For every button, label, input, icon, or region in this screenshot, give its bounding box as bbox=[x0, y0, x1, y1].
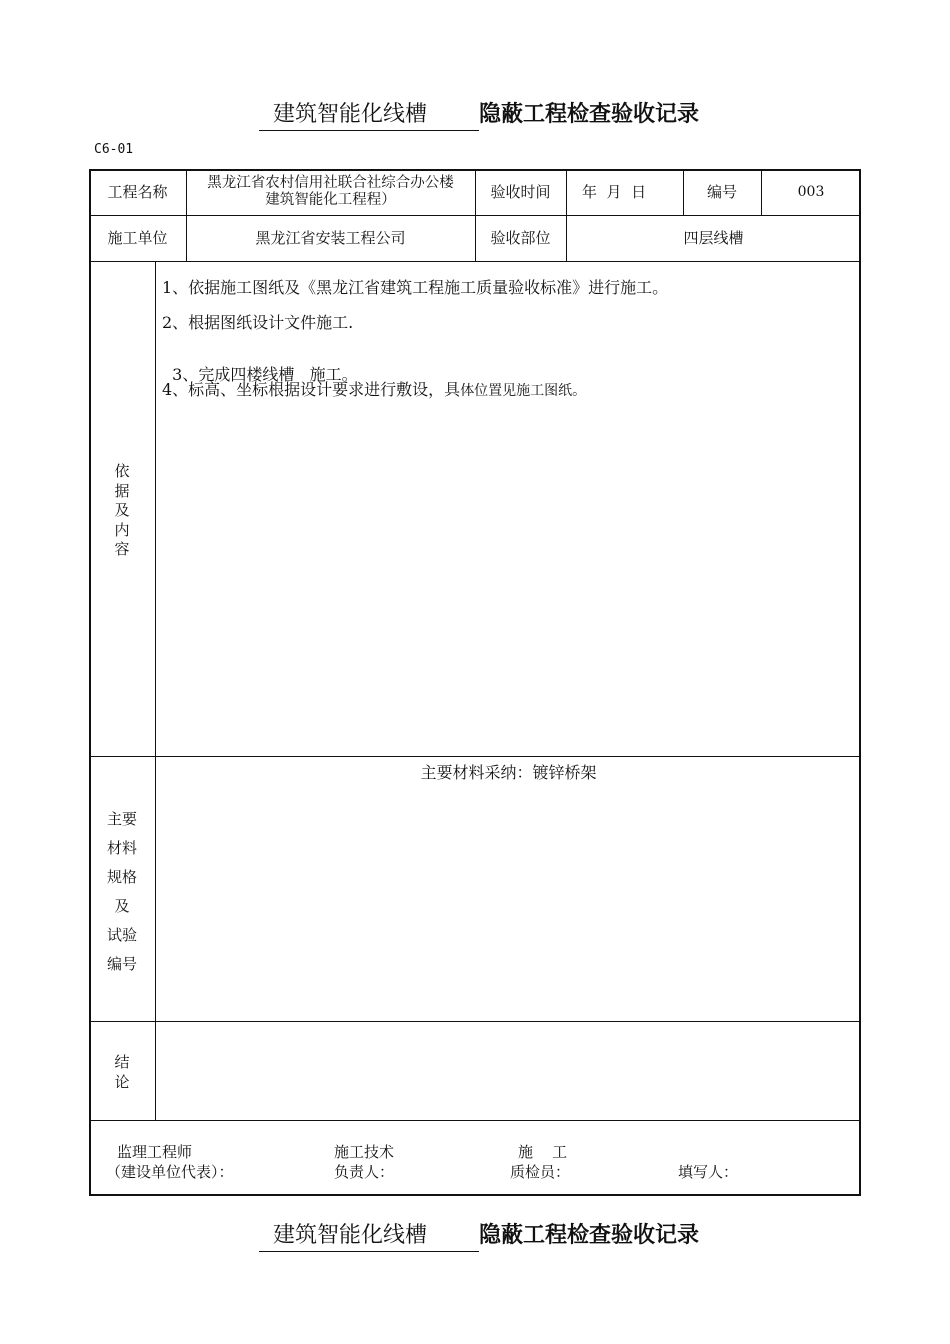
number-label: 编号 bbox=[706, 183, 737, 201]
qc-sign-label: 质检员： bbox=[510, 1163, 571, 1181]
row-divider bbox=[89, 756, 861, 757]
number-value: 003 bbox=[797, 184, 825, 200]
conclusion-label-char: 论 bbox=[114, 1072, 130, 1091]
row-divider bbox=[89, 261, 861, 262]
materials-text: 主要材料采纳：镀锌桥架 bbox=[420, 763, 597, 782]
materials-label-line: 编号 bbox=[106, 955, 137, 973]
tech-lead-title: 施工技术 bbox=[334, 1143, 395, 1161]
supervisor-title: 监理工程师 bbox=[117, 1143, 193, 1161]
supervisor-sign-label: （建设单位代表）： bbox=[106, 1163, 234, 1181]
title-main-repeat: 隐蔽工程检查验收记录 bbox=[479, 1223, 700, 1248]
conclusion-label bbox=[89, 1053, 155, 1092]
row-divider bbox=[89, 1120, 861, 1121]
tech-lead-sign-label: 负责人： bbox=[334, 1163, 395, 1181]
title-subject: 建筑智能化线槽 bbox=[259, 97, 479, 131]
conclusion-label-char: 结 bbox=[114, 1053, 130, 1071]
inspection-location-value: 四层线槽 bbox=[683, 229, 744, 247]
project-name-line1: 黑龙江省农村信用社联合社综合办公楼 bbox=[207, 175, 454, 191]
materials-label-line: 主要 bbox=[106, 810, 137, 828]
contractor-label: 施工单位 bbox=[107, 229, 168, 247]
inspection-location-label: 验收部位 bbox=[490, 229, 551, 247]
basis-line-4: 4、标高、坐标根据设计要求进行敷设，具体位置见施工图纸。 bbox=[162, 380, 587, 399]
materials-label-line: 材料 bbox=[106, 839, 137, 857]
title-subject-repeat: 建筑智能化线槽 bbox=[259, 1218, 479, 1252]
basis-line-3: 3、完成四楼线槽 施工。 bbox=[172, 365, 358, 384]
title-main: 隐蔽工程检查验收记录 bbox=[479, 102, 700, 127]
materials-label bbox=[89, 805, 155, 979]
basis-line-2: 2、根据图纸设计文件施工. bbox=[162, 313, 354, 332]
document-title bbox=[0, 97, 950, 131]
materials-label-line: 及 bbox=[114, 897, 130, 915]
project-name-line2: 建筑智能化工程程） bbox=[265, 192, 396, 208]
document-title-repeat bbox=[0, 1218, 950, 1252]
form-code: C6-01 bbox=[94, 142, 134, 157]
materials-label-line: 规格 bbox=[106, 868, 137, 886]
filler-sign-label: 填写人： bbox=[678, 1163, 739, 1181]
basis-label-char: 容 bbox=[114, 540, 130, 558]
basis-label-char: 据 bbox=[114, 481, 130, 500]
row-divider bbox=[89, 1021, 861, 1022]
basis-label bbox=[89, 462, 155, 560]
project-name-label: 工程名称 bbox=[107, 183, 168, 201]
col-divider bbox=[155, 261, 156, 1120]
basis-label-char: 及 bbox=[114, 501, 130, 519]
materials-label-line: 试验 bbox=[106, 926, 137, 944]
inspection-time-value: 年 月 日 bbox=[582, 183, 647, 201]
project-name-value bbox=[186, 169, 475, 215]
qc-title: 施 工 bbox=[518, 1143, 568, 1161]
basis-label-char: 依 bbox=[114, 462, 130, 480]
basis-label-char: 内 bbox=[114, 520, 130, 539]
inspection-time-label: 验收时间 bbox=[490, 183, 551, 201]
contractor-value: 黑龙江省安装工程公司 bbox=[255, 229, 406, 247]
basis-line-1: 1、依据施工图纸及《黑龙江省建筑工程施工质量验收标准》进行施工。 bbox=[162, 278, 669, 297]
